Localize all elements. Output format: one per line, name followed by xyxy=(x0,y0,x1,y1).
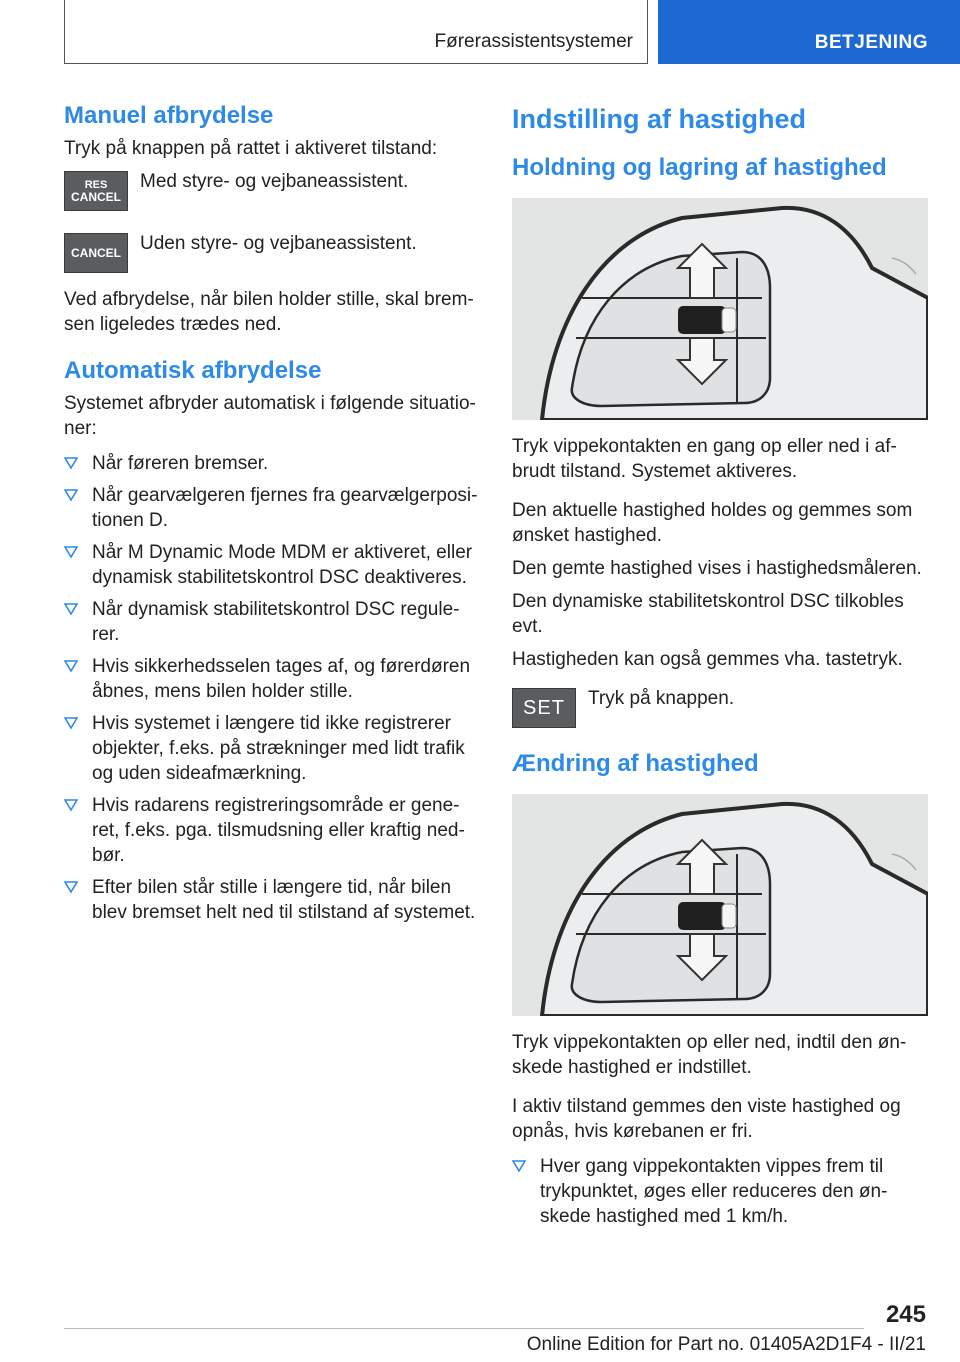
list-item-text: Når føreren bremser. xyxy=(92,453,269,474)
triangle-bullet-icon xyxy=(512,1158,526,1174)
list-item xyxy=(64,654,482,704)
list-item-text: Hver gang vippekontakten vippes frem til trykpunktet, øges eller reduceres den øn-skede hastighed med 1 km/h. xyxy=(540,1156,888,1227)
edition-note: Online Edition for Part no. 01405A2D1F4 - II/21 xyxy=(526,1334,926,1355)
set-row xyxy=(512,686,930,728)
list-item-text: Hvis sikkerhedsselen tages af, og førerdøren åbnes, mens bilen holder stille. xyxy=(92,656,471,702)
cancel-row xyxy=(64,231,482,273)
list-item xyxy=(64,597,482,647)
header-chapter-tab xyxy=(658,0,960,64)
list-item-text: Hvis radarens registreringsområde er gene-ret, f.eks. pga. tilsmudsning eller kraftig ned-bør. xyxy=(92,795,465,866)
text-hold-1: Tryk vippekontakten en gang op eller ned i af-brudt tilstand. Systemet aktiveres. xyxy=(512,436,897,482)
list-item-text: Når dynamisk stabilitetskontrol DSC regule-rer. xyxy=(92,599,460,645)
set-label: SET xyxy=(523,696,565,719)
triangle-bullet-icon xyxy=(64,455,78,471)
list-item-text: Når gearvælgeren fjernes fra gearvælgerposi-tionen D. xyxy=(92,485,478,531)
header-section-box xyxy=(64,0,648,64)
triangle-bullet-icon xyxy=(64,544,78,560)
heading-speed-setting: Indstilling af hastighed xyxy=(512,104,807,134)
triangle-bullet-icon xyxy=(64,797,78,813)
text-change-1: Tryk vippekontakten op eller ned, indtil den øn-skede hastighed er indstillet. xyxy=(512,1032,907,1078)
left-column xyxy=(64,100,482,932)
header-section-title: Førerassistentsystemer xyxy=(434,31,633,52)
triangle-bullet-icon xyxy=(64,601,78,617)
steering-wheel-switch-photo-2 xyxy=(512,794,928,1016)
triangle-bullet-icon xyxy=(64,658,78,674)
heading-auto-cancel: Automatisk afbrydelse xyxy=(64,357,322,384)
res-label: RES xyxy=(84,178,108,191)
res-cancel-row xyxy=(64,169,482,211)
cancel-only-label: CANCEL xyxy=(71,245,121,260)
set-button-icon xyxy=(512,688,576,728)
list-item xyxy=(64,875,482,925)
res-cancel-button-icon xyxy=(64,171,128,211)
auto-cancel-list xyxy=(64,451,482,925)
text-hold-2: Den aktuelle hastighed holdes og gemmes som ønsket hastighed. xyxy=(512,500,913,546)
cancel-button-icon xyxy=(64,233,128,273)
right-column xyxy=(512,100,930,1236)
list-item xyxy=(64,540,482,590)
change-speed-list xyxy=(512,1154,930,1229)
footer-rule xyxy=(64,1328,864,1329)
text-press-button: Tryk på knappen på rattet i aktiveret tilstand: xyxy=(64,138,438,159)
text-auto-cancel: Systemet afbryder automatisk i følgende situatio-ner: xyxy=(64,393,476,439)
text-press-set: Tryk på knappen. xyxy=(588,688,735,709)
text-hold-3: Den gemte hastighed vises i hastighedsmåleren. xyxy=(512,558,922,579)
text-change-2: I aktiv tilstand gemmes den viste hastighed og opnås, hvis kørebanen er fri. xyxy=(512,1096,901,1142)
page-number: 245 xyxy=(885,1301,926,1328)
triangle-bullet-icon xyxy=(64,487,78,503)
text-hold-5: Hastigheden kan også gemmes vha. tastetryk. xyxy=(512,649,903,670)
list-item xyxy=(64,711,482,786)
heading-manual-cancel: Manuel afbrydelse xyxy=(64,102,274,129)
list-item xyxy=(64,451,482,476)
list-item xyxy=(512,1154,930,1229)
text-with-assistant: Med styre- og vejbaneassistent. xyxy=(140,171,409,192)
list-item xyxy=(64,793,482,868)
heading-change-speed: Ændring af hastighed xyxy=(512,750,759,777)
text-brake-note: Ved afbrydelse, når bilen holder stille, skal brem-sen ligeledes trædes ned. xyxy=(64,289,474,335)
triangle-bullet-icon xyxy=(64,879,78,895)
steering-wheel-switch-photo-1 xyxy=(512,198,928,420)
text-without-assistant: Uden styre- og vejbaneassistent. xyxy=(140,233,417,254)
triangle-bullet-icon xyxy=(64,715,78,731)
header-chapter-title: BETJENING xyxy=(814,32,928,53)
text-hold-4: Den dynamiske stabilitetskontrol DSC tilkobles evt. xyxy=(512,591,904,637)
heading-hold-speed: Holdning og lagring af hastighed xyxy=(512,154,887,181)
list-item-text: Hvis systemet i længere tid ikke registrerer objekter, f.eks. på strækninger med lidt trafik og uden sideafmærkning. xyxy=(92,713,465,784)
cancel-label: CANCEL xyxy=(71,189,121,204)
list-item-text: Når M Dynamic Mode MDM er aktiveret, eller dynamisk stabilitetskontrol DSC deaktiveres. xyxy=(92,542,473,588)
list-item xyxy=(64,483,482,533)
list-item-text: Efter bilen står stille i længere tid, når bilen blev bremset helt ned til stilstand af systemet. xyxy=(92,877,476,923)
